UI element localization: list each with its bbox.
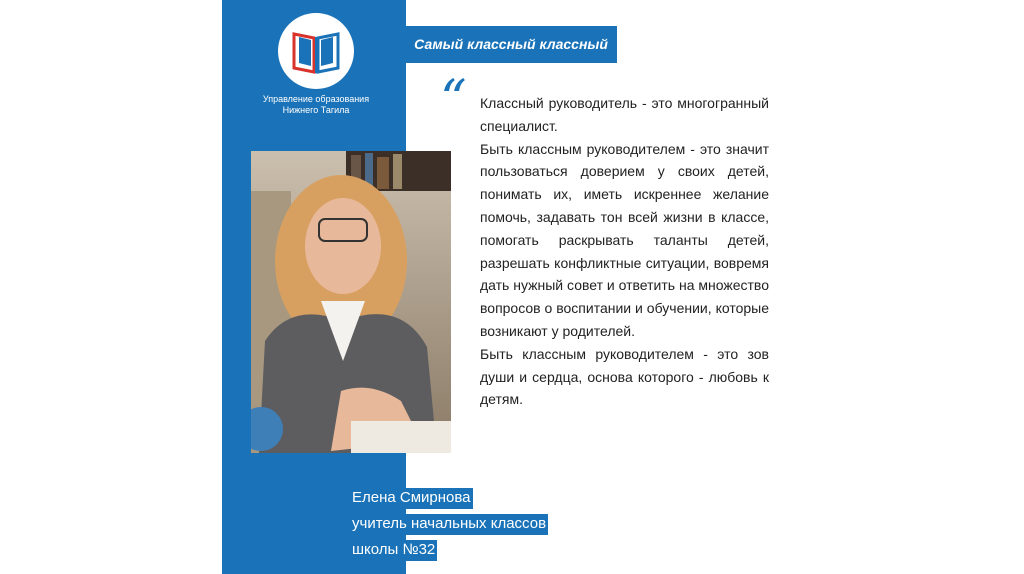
slide-title: Самый классный классный (405, 26, 617, 63)
author-position: учитель начальных классов (350, 514, 548, 535)
organization-name-line2: Нижнего Тагила (282, 105, 350, 115)
quote-paragraph-2: Быть классным руководителем - это значит пользоваться доверием у своих детей, понимать их, иметь искреннее желание помочь, задавать тон всей жизни в классе, помогать раскрывать таланты детей, разрешать конфликтные ситуации, вовремя дать нужный совет и ответить на множество вопросов о воспитании и обучении, которые возникают у родителей. (480, 140, 769, 339)
author-name: Елена Смирнова (350, 488, 473, 509)
author-school: школы №32 (350, 540, 437, 561)
quote-mark: “ (440, 70, 467, 130)
quote-paragraph-1: Классный руководитель - это многогранный специалист. (480, 95, 769, 134)
organization-logo (278, 13, 354, 89)
teacher-photo (251, 151, 451, 453)
author-block (350, 488, 548, 566)
organization-name-line1: Управление образования (262, 94, 370, 104)
open-book-icon (278, 13, 354, 89)
organization-name (230, 94, 402, 116)
quote-text (480, 92, 769, 411)
quote-paragraph-3: Быть классным руководителем - это зов души и сердца, основа которого - любовь к детям. (480, 345, 769, 408)
